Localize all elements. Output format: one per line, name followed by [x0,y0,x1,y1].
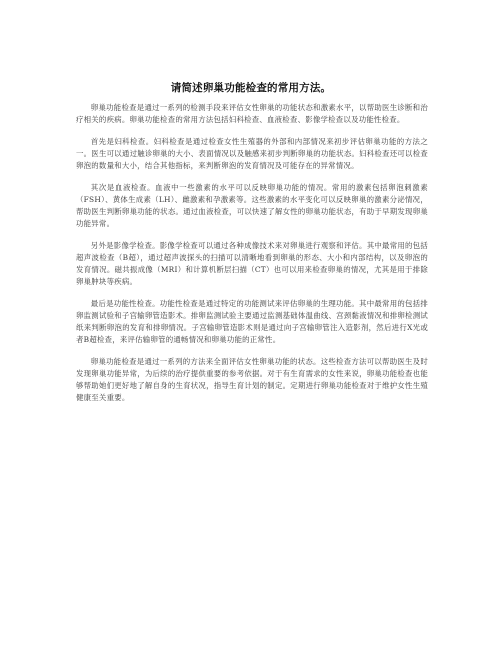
paragraph-functional-exam: 最后是功能性检查。功能性检查是通过特定的功能测试来评估卵巢的生理功能。其中最常用的包括排卵监测试验和子宫输卵管造影术。排卵监测试验主要通过监测基础体温曲线、宫颈黏液情况和排卵检测试纸来判断卵泡的发育和排卵情况。子宫输卵管造影术则是通过向子宫输卵管注入造影剂，然后进行X光或者B超检查，来评估输卵管的通畅情况和卵巢功能的正常性。 [76,299,428,344]
paragraph-blood-test: 其次是血液检查。血液中一些激素的水平可以反映卵巢功能的情况。常用的激素包括卵泡刺激素（FSH）、黄体生成素（LH）、雌激素和孕激素等。这些激素的水平变化可以反映卵巢的激素分泌情况，帮助医生判断卵巢功能的状态。通过血液检查，可以快速了解女性的卵巢功能状态，有助于早期发现卵巢功能异常。 [76,183,428,228]
paragraph-imaging-exam: 另外是影像学检查。影像学检查可以通过各种成像技术来对卵巢进行观察和评估。其中最常用的包括超声波检查（B超），通过超声波探头的扫描可以清晰地看到卵巢的形态、大小和内部结构，以及卵泡的发育情况。磁共振成像（MRI）和计算机断层扫描（CT）也可以用来检查卵巢的情况，尤其是用于排除卵巢肿块等疾病。 [76,241,428,286]
paragraph-intro: 卵巢功能检查是通过一系列的检测手段来评估女性卵巢的功能状态和激素水平，以帮助医生诊断和治疗相关的疾病。卵巢功能检查的常用方法包括妇科检查、血液检查、影像学检查以及功能性检查。 [76,103,428,124]
paragraph-conclusion: 卵巢功能检查是通过一系列的方法来全面评估女性卵巢功能的状态。这些检查方法可以帮助医生及时发现卵巢功能异常，为后续的治疗提供重要的参考依据。对于有生育需求的女性来说，卵巢功能检查也能够帮助她们更好地了解自身的生育状况，指导生育计划的制定。定期进行卵巢功能检查对于维护女性生殖健康至关重要。 [76,357,428,402]
document-title: 请简述卵巢功能检查的常用方法。 [170,82,332,94]
document-body [76,102,428,414]
paragraph-gynecological-exam: 首先是妇科检查。妇科检查是通过检查女性生殖器的外部和内部情况来初步评估卵巢功能的方法之一。医生可以通过触诊卵巢的大小、表面情况以及触感来初步判断卵巢的功能状态。妇科检查还可以检查卵泡的数量和大小，结合其他指标，来判断卵泡的发育情况及可能存在的异常情况。 [76,137,428,170]
